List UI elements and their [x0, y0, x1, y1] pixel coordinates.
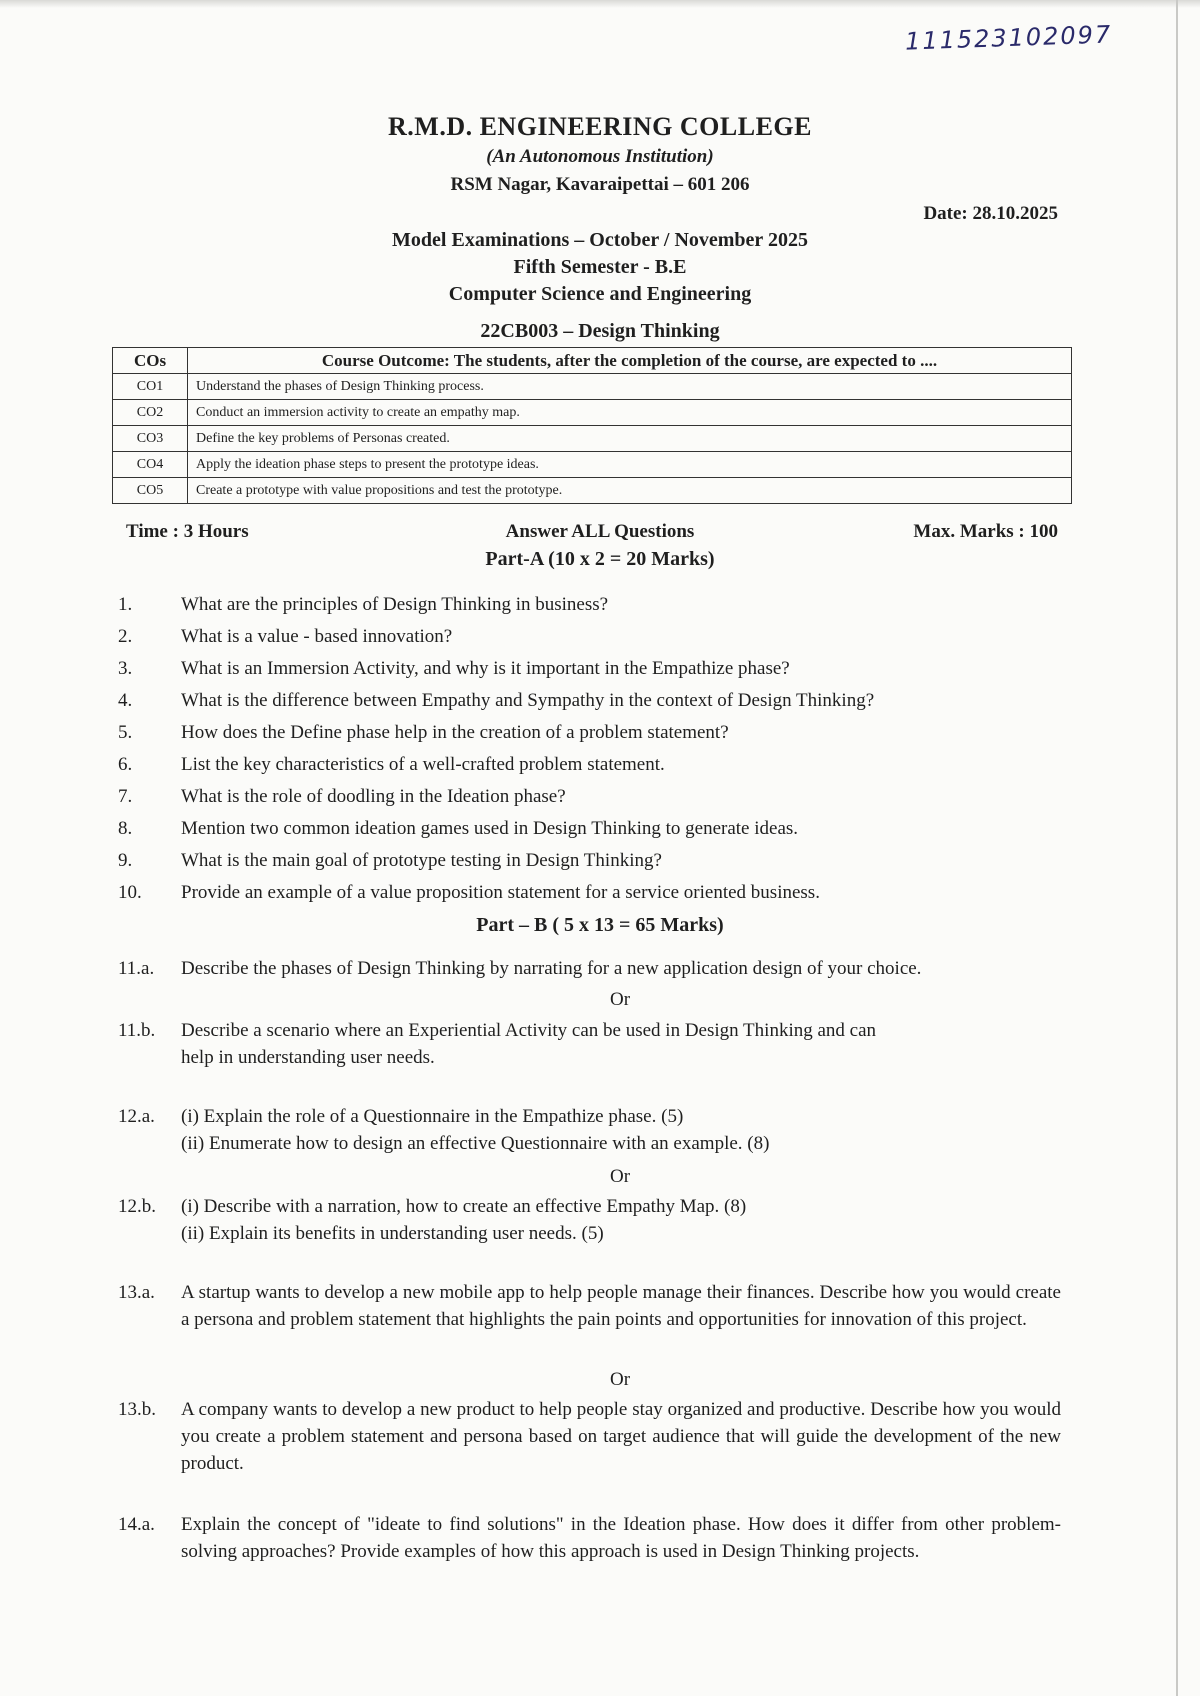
- college-address: RSM Nagar, Kavaraipettai – 601 206: [450, 174, 750, 195]
- question-number: 10.: [118, 882, 142, 903]
- co-outcome: Understand the phases of Design Thinking process.: [188, 374, 1072, 400]
- or-separator: Or: [609, 1369, 631, 1390]
- co-code: CO5: [113, 478, 188, 504]
- co-outcome: Define the key problems of Personas created.: [188, 426, 1072, 452]
- question-number: 9.: [118, 850, 133, 871]
- course-title: 22CB003 – Design Thinking: [480, 320, 720, 342]
- or-separator: Or: [609, 1166, 631, 1187]
- co-outcome: Apply the ideation phase steps to present the prototype ideas.: [188, 452, 1072, 478]
- page-right-edge: [1176, 0, 1178, 1696]
- question-number: 2.: [118, 626, 133, 647]
- exam-duration: Time : 3 Hours: [126, 521, 249, 542]
- question-text: What is a value - based innovation?: [181, 626, 453, 647]
- question-number: 13.b.: [118, 1399, 156, 1420]
- question-number: 7.: [118, 786, 133, 807]
- co-code: CO3: [113, 426, 188, 452]
- question-text: Explain the concept of "ideate to find solutions" in the Ideation phase. How does it differ from other problem-solving approaches? Provide examples of how this approach is used in Design Thinking projects.: [181, 1514, 1061, 1562]
- department: Computer Science and Engineering: [448, 283, 752, 305]
- exam-instruction: Answer ALL Questions: [505, 521, 695, 542]
- question-number: 4.: [118, 690, 133, 711]
- question-line: (ii) Explain its benefits in understanding user needs. (5): [181, 1223, 604, 1244]
- handwritten-register-number: 111523102097: [904, 20, 1113, 56]
- question-number: 8.: [118, 818, 133, 839]
- exam-date: Date: 28.10.2025: [923, 203, 1058, 224]
- table-header-row: [113, 348, 1072, 374]
- institution-status: (An Autonomous Institution): [486, 146, 714, 167]
- co-code: CO2: [113, 400, 188, 426]
- table-row: [113, 452, 1072, 478]
- question-text: What is the role of doodling in the Ideation phase?: [181, 786, 566, 807]
- question-text: How does the Define phase help in the creation of a problem statement?: [181, 722, 729, 743]
- table-row: [113, 426, 1072, 452]
- question-number: 13.a.: [118, 1282, 155, 1303]
- question-text: [181, 1193, 1061, 1247]
- max-marks: Max. Marks : 100: [913, 521, 1058, 542]
- question-text: A company wants to develop a new product to help people stay organized and productive. Describe how you would you create a problem statement and persona based on target audience that will guide the development of the new product.: [181, 1399, 1061, 1474]
- semester: Fifth Semester - B.E: [513, 256, 687, 278]
- part-b-title: Part – B ( 5 x 13 = 65 Marks): [476, 914, 724, 936]
- table-row: [113, 400, 1072, 426]
- question-text: Mention two common ideation games used in Design Thinking to generate ideas.: [181, 818, 799, 839]
- question-number: 1.: [118, 594, 133, 615]
- outcome-column-header: Course Outcome: The students, after the completion of the course, are expected to ....: [188, 348, 1072, 374]
- co-outcome: Create a prototype with value propositions and test the prototype.: [188, 478, 1072, 504]
- course-outcome-table: [112, 347, 1072, 504]
- question-number: 11.a.: [118, 958, 155, 979]
- table-row: [113, 374, 1072, 400]
- page-top-edge: [0, 0, 1200, 8]
- question-text: What is the difference between Empathy and Sympathy in the context of Design Thinking?: [181, 690, 875, 711]
- question-text: Describe the phases of Design Thinking by narrating for a new application design of your choice.: [181, 958, 922, 979]
- question-number: 12.a.: [118, 1106, 155, 1127]
- question-line: Describe a scenario where an Experiential Activity can be used in Design Thinking and can: [181, 1020, 877, 1041]
- co-code: CO4: [113, 452, 188, 478]
- question-text: What is an Immersion Activity, and why is it important in the Empathize phase?: [181, 658, 790, 679]
- college-name: R.M.D. ENGINEERING COLLEGE: [388, 112, 812, 141]
- question-text: What are the principles of Design Thinking in business?: [181, 594, 609, 615]
- question-number: 6.: [118, 754, 133, 775]
- question-line: (i) Describe with a narration, how to create an effective Empathy Map. (8): [181, 1196, 747, 1217]
- co-outcome: Conduct an immersion activity to create an empathy map.: [188, 400, 1072, 426]
- question-text: A startup wants to develop a new mobile app to help people manage their finances. Describe how you would create a persona and problem statement that highlights the pain points and opportunities for innovation of this project.: [181, 1282, 1061, 1330]
- table-row: [113, 478, 1072, 504]
- question-number: 3.: [118, 658, 133, 679]
- question-text: [181, 1017, 1061, 1071]
- question-text: What is the main goal of prototype testing in Design Thinking?: [181, 850, 662, 871]
- exam-title: Model Examinations – October / November 2025: [392, 229, 808, 251]
- part-a-title: Part-A (10 x 2 = 20 Marks): [485, 548, 715, 570]
- co-code: CO1: [113, 374, 188, 400]
- question-number: 5.: [118, 722, 133, 743]
- question-line: (i) Explain the role of a Questionnaire in the Empathize phase. (5): [181, 1106, 684, 1127]
- question-number: 14.a.: [118, 1514, 155, 1535]
- question-text: Provide an example of a value proposition statement for a service oriented business.: [181, 882, 820, 903]
- or-separator: Or: [609, 989, 631, 1010]
- question-number: 11.b.: [118, 1020, 156, 1041]
- question-line: help in understanding user needs.: [181, 1047, 435, 1068]
- co-column-header: COs: [113, 348, 188, 374]
- question-text: List the key characteristics of a well-crafted problem statement.: [181, 754, 665, 775]
- question-number: 12.b.: [118, 1196, 156, 1217]
- question-line: (ii) Enumerate how to design an effective Questionnaire with an example. (8): [181, 1133, 770, 1154]
- question-text: [181, 1103, 1061, 1157]
